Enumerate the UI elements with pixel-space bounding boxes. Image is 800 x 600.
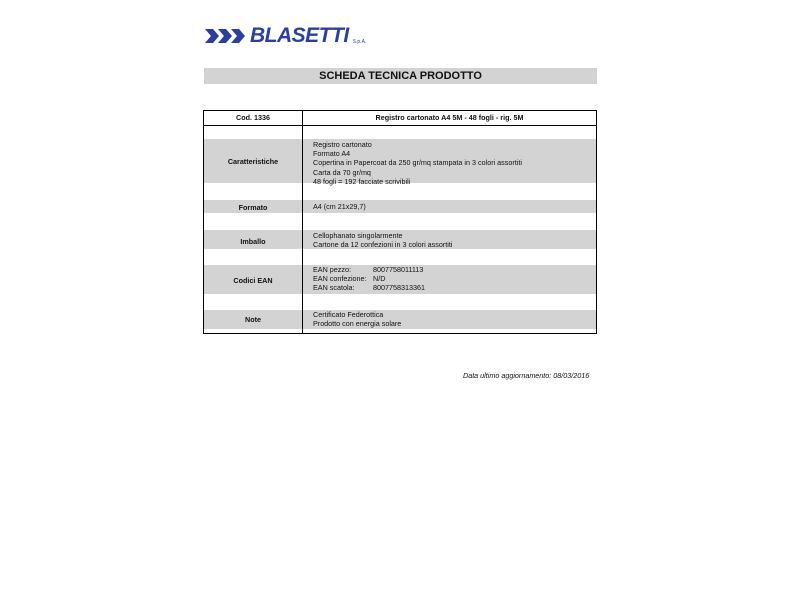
caratteristiche-line: Carta da 70 gr/mq [313, 167, 371, 177]
label-caratteristiche: Caratteristiche [227, 157, 279, 166]
ean-key: EAN pezzo: [313, 265, 351, 274]
ean-key: EAN confezione: [313, 274, 367, 284]
ean-row-scatola [313, 283, 590, 292]
label-note: Note [245, 315, 261, 324]
value-caratteristiche [313, 140, 590, 186]
header-divider [204, 125, 596, 126]
value-ean [313, 265, 590, 293]
ean-value: N/D [373, 274, 386, 284]
note-line: Certificato Federottica [313, 310, 384, 319]
product-sheet-table [203, 110, 597, 334]
page-title: SCHEDA TECNICA PRODOTTO [204, 68, 597, 84]
caratteristiche-line: Formato A4 [313, 149, 351, 159]
value-note [313, 310, 590, 328]
label-imballo: Imballo [240, 237, 266, 246]
ean-key: EAN scatola: [313, 283, 355, 293]
value-formato [313, 202, 590, 211]
caratteristiche-line: Registro cartonato [313, 140, 372, 149]
logo-wordmark: BLASETTI [250, 24, 349, 47]
ean-value: 8007758313361 [373, 283, 425, 293]
column-divider [302, 111, 303, 333]
brand-logo [205, 24, 366, 46]
imballo-line: Cartone da 12 confezioni in 3 colori assortiti [313, 240, 453, 250]
product-description: Registro cartonato A4 5M - 48 fogli - rig. 5M [375, 113, 524, 122]
ean-row-confezione [313, 274, 590, 283]
label-formato: Formato [238, 203, 268, 212]
formato-line: A4 (cm 21x29,7) [313, 202, 366, 211]
last-update-date: Data ultimo aggiornamento: 08/03/2016 [463, 371, 590, 380]
ean-row-pezzo [313, 265, 590, 274]
product-code: Cod. 1336 [236, 113, 270, 122]
imballo-line: Cellophanato singolarmente [313, 231, 403, 240]
ean-value: 8007758011113 [373, 265, 424, 274]
note-line: Prodotto con energia solare [313, 319, 402, 329]
caratteristiche-line: Copertina in Papercoat da 250 gr/mq stampata in 3 colori assortiti [313, 158, 522, 168]
caratteristiche-line: 48 fogli = 192 facciate scrivibili [313, 176, 411, 186]
logo-suffix: S.p.A. [352, 39, 367, 45]
blasetti-chevrons-icon [205, 26, 249, 46]
label-ean: Codici EAN [233, 276, 273, 285]
value-imballo [313, 231, 590, 249]
